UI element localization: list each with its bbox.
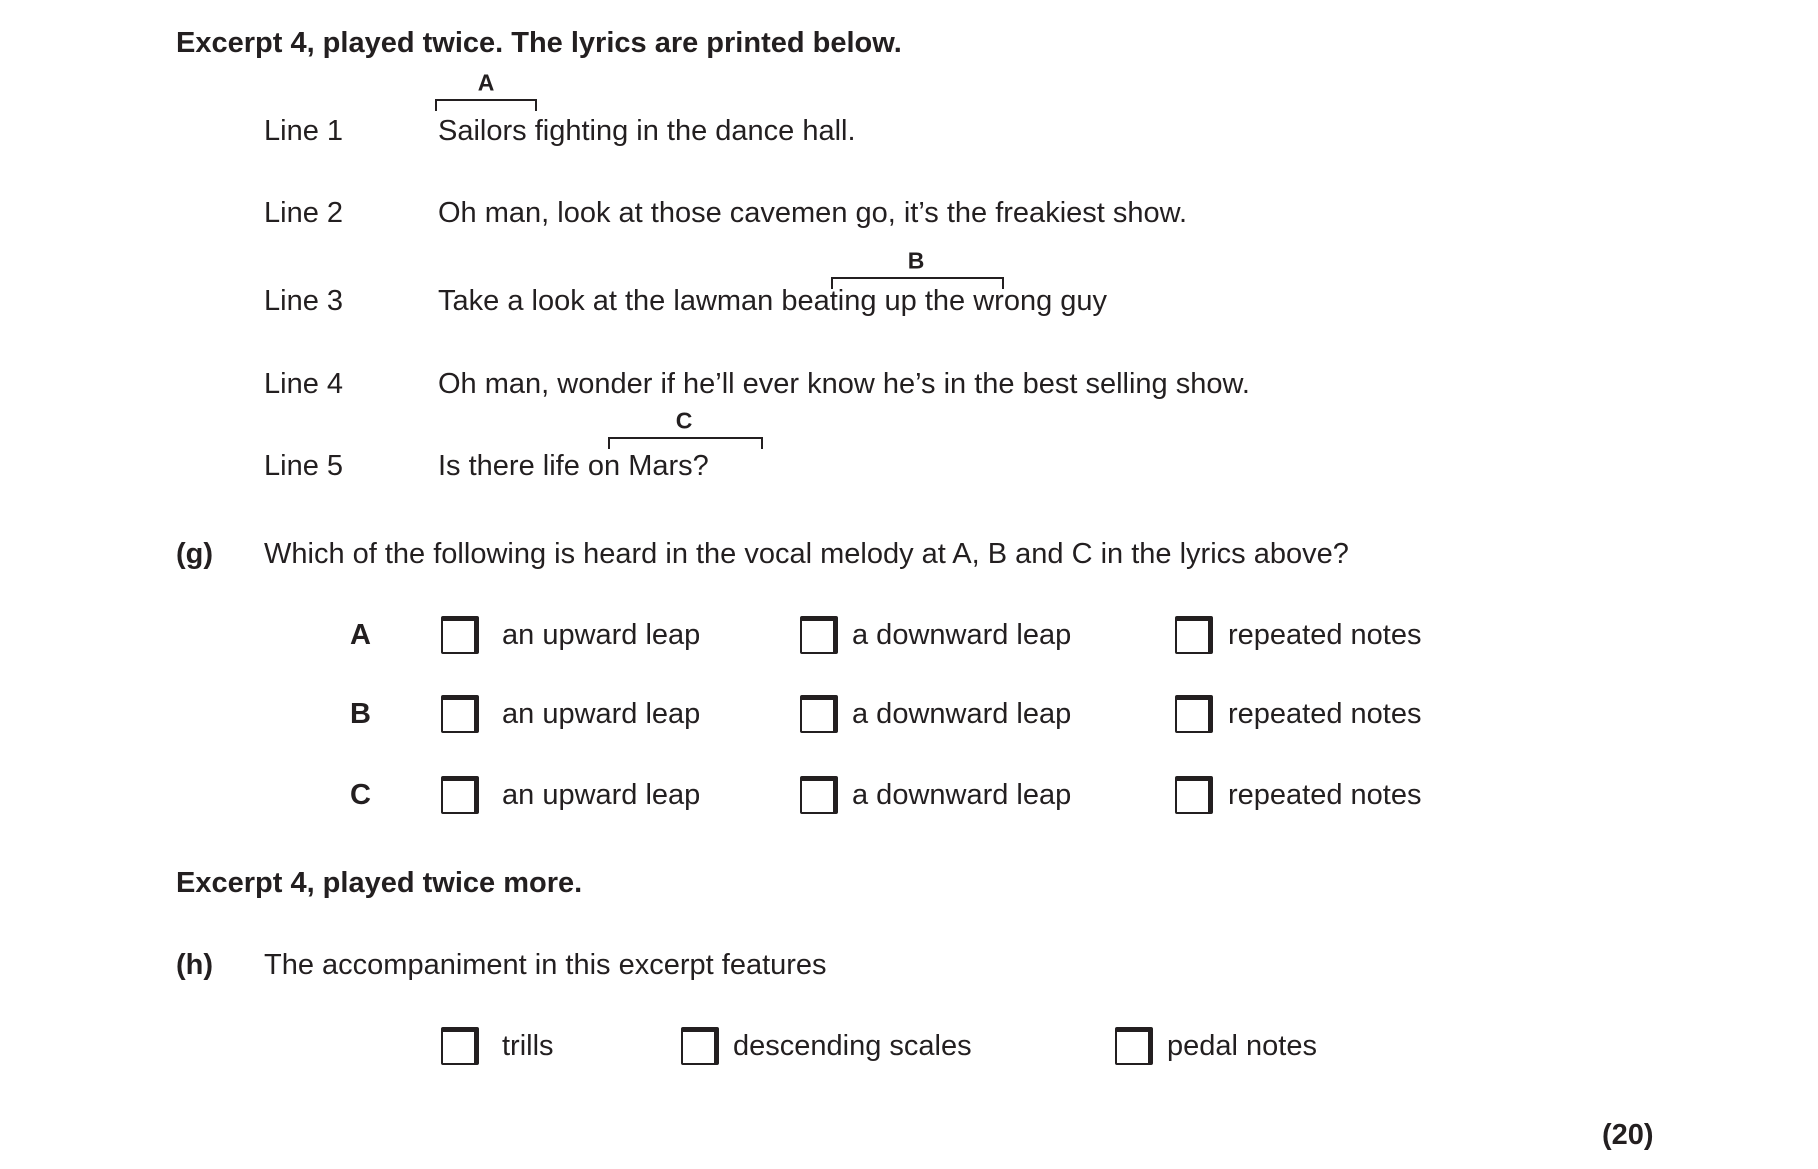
- option-label: a downward leap: [852, 619, 1072, 651]
- checkbox-c-repeated-notes[interactable]: [1175, 776, 1213, 814]
- marker-a-bracket: [435, 99, 537, 111]
- excerpt-subheading: Excerpt 4, played twice more.: [176, 867, 583, 899]
- checkbox-c-upward-leap[interactable]: [441, 776, 479, 814]
- marker-b-label: B: [907, 247, 925, 274]
- checkbox-a-repeated-notes[interactable]: [1175, 616, 1213, 654]
- lyric-text: Is there life on Mars?: [438, 450, 709, 482]
- marker-a-label: A: [477, 69, 495, 96]
- checkbox-b-downward-leap[interactable]: [800, 695, 838, 733]
- checkbox-pedal-notes[interactable]: [1115, 1027, 1153, 1065]
- option-label: a downward leap: [852, 779, 1072, 811]
- line-label: Line 1: [264, 115, 344, 147]
- line-label: Line 5: [264, 450, 344, 482]
- option-label: repeated notes: [1228, 698, 1422, 730]
- row-label-b: B: [350, 698, 371, 730]
- total-marks: (20): [1602, 1119, 1654, 1151]
- row-label-c: C: [350, 779, 371, 811]
- option-label: an upward leap: [502, 619, 701, 651]
- marker-c-label: C: [675, 407, 693, 434]
- lyric-text: Oh man, look at those cavemen go, it’s the freakiest show.: [438, 197, 1188, 229]
- lyric-text: Sailors fighting in the dance hall.: [438, 115, 856, 147]
- option-label: descending scales: [733, 1030, 972, 1062]
- excerpt-heading: Excerpt 4, played twice. The lyrics are printed below.: [176, 27, 902, 59]
- line-label: Line 3: [264, 285, 344, 317]
- option-label: an upward leap: [502, 779, 701, 811]
- question-g-text: Which of the following is heard in the vocal melody at A, B and C in the lyrics above?: [264, 538, 1349, 570]
- row-label-a: A: [350, 619, 371, 651]
- question-h-text: The accompaniment in this excerpt features: [264, 949, 827, 981]
- line-label: Line 2: [264, 197, 344, 229]
- option-label: pedal notes: [1167, 1030, 1317, 1062]
- question-g-number: (g): [176, 538, 214, 570]
- option-label: trills: [502, 1030, 554, 1062]
- checkbox-b-upward-leap[interactable]: [441, 695, 479, 733]
- option-label: repeated notes: [1228, 619, 1422, 651]
- lyric-text: Take a look at the lawman beating up the wrong guy: [438, 285, 1108, 317]
- option-label: a downward leap: [852, 698, 1072, 730]
- checkbox-descending-scales[interactable]: [681, 1027, 719, 1065]
- checkbox-b-repeated-notes[interactable]: [1175, 695, 1213, 733]
- checkbox-a-upward-leap[interactable]: [441, 616, 479, 654]
- checkbox-c-downward-leap[interactable]: [800, 776, 838, 814]
- line-label: Line 4: [264, 368, 344, 400]
- lyric-text: Oh man, wonder if he’ll ever know he’s in the best selling show.: [438, 368, 1250, 400]
- marker-c-bracket: [608, 437, 763, 449]
- question-h-number: (h): [176, 949, 214, 981]
- option-label: repeated notes: [1228, 779, 1422, 811]
- option-label: an upward leap: [502, 698, 701, 730]
- checkbox-a-downward-leap[interactable]: [800, 616, 838, 654]
- checkbox-trills[interactable]: [441, 1027, 479, 1065]
